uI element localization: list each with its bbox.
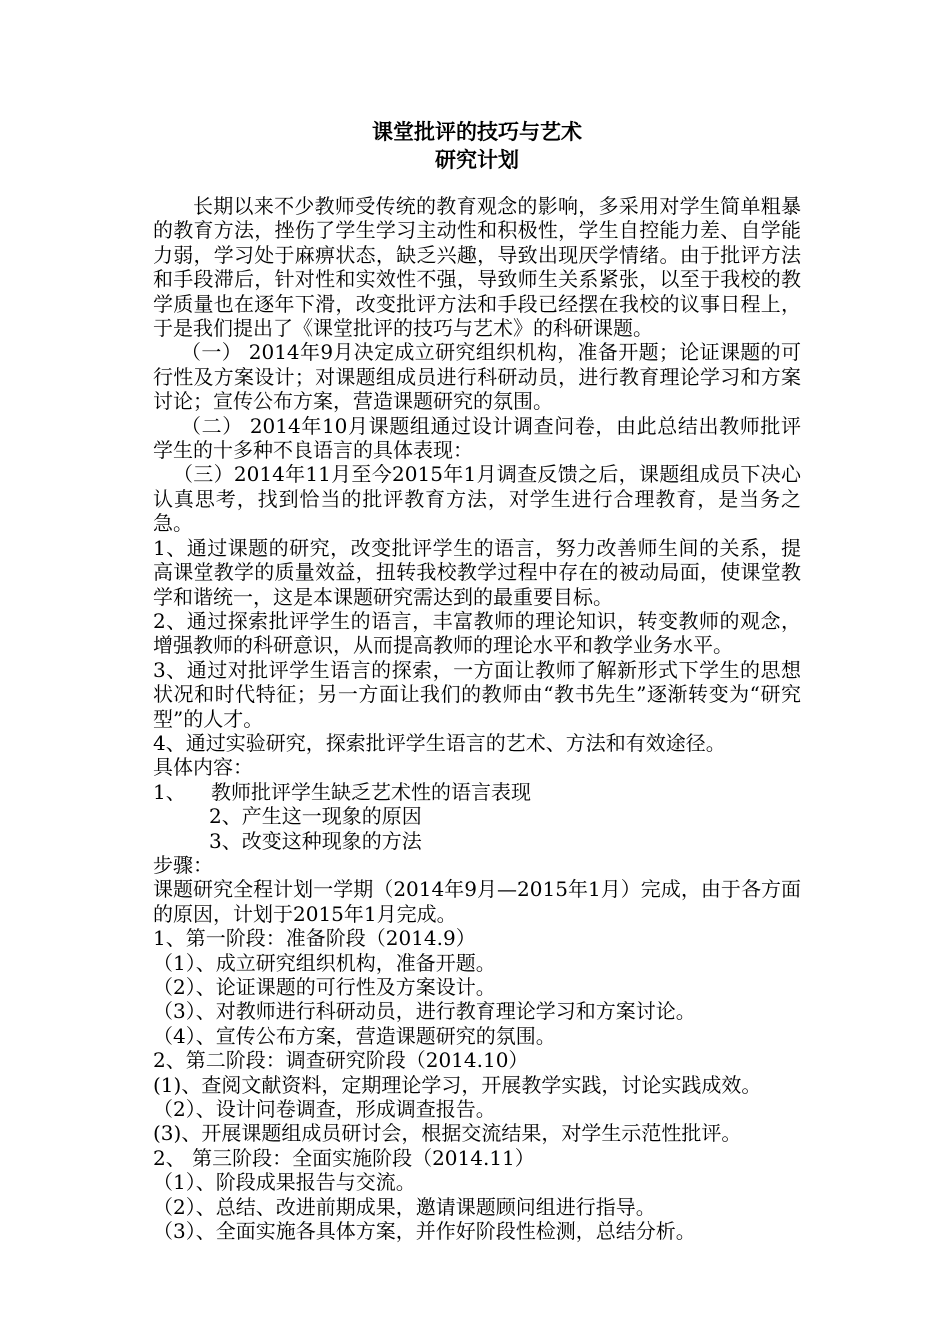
stage3-item-1: （1）、阶段成果报告与交流。 <box>153 1170 416 1195</box>
goal-1: 1、通过课题的研究，改变批评学生的语言，努力改善师生间的关系，提高课堂教学的质量效益，扭转我校教学过程中存在的被动局面，使课堂教学和谐统一，这是本课题研究需达到的最重要目标。 <box>153 535 801 609</box>
steps-intro: 课题研究全程计划一学期（2014年9月—2015年1月）完成，由于各方面的原因，计划于2015年1月完成。 <box>153 877 801 926</box>
content-item-1-text: 教师批评学生缺乏艺术性的语言表现 <box>211 779 531 804</box>
stage1-item-1: （1）、成立研究组织机构，准备开题。 <box>153 950 496 975</box>
stage1-item-2: （2）、论证课题的可行性及方案设计。 <box>153 975 496 999</box>
content-item-2: 2、产生这一现象的原因 <box>209 804 422 829</box>
content-item-1 <box>153 780 801 804</box>
phase-intro-3: （三）2014年11月至今2015年1月调查反馈之后，课题组成员下决心认真思考，找到恰当的批评教育方法，对学生进行合理教育，是当务之急。 <box>153 462 801 536</box>
content-item-3: 3、改变这种现象的方法 <box>209 828 422 853</box>
stage1-item-3: （3）、对教师进行科研动员，进行教育理论学习和方案讨论。 <box>153 999 696 1024</box>
stage2-heading: 2、第二阶段：调查研究阶段（2014.10） <box>153 1048 529 1073</box>
stage3-item-3: （3）、全面实施各具体方案，并作好阶段性检测，总结分析。 <box>153 1219 696 1244</box>
steps-heading: 步骤： <box>153 852 213 877</box>
stage3-item-2: （2）、总结、改进前期成果，邀请课题顾问组进行指导。 <box>153 1194 656 1219</box>
stage2-item-3: (3)、开展课题组成员研讨会，根据交流结果，对学生示范性批评。 <box>153 1121 742 1146</box>
phase-intro-1: （一） 2014年9月决定成立研究组织机构，准备开题；论证课题的可行性及方案设计；对课题组成员进行科研动员，进行教育理论学习和方案讨论；宣传公布方案，营造课题研究的氛围。 <box>153 340 801 414</box>
document-subtitle: 研究计划 <box>435 147 519 172</box>
goal-4: 4、通过实验研究，探索批评学生语言的艺术、方法和有效途径。 <box>153 730 726 755</box>
goal-3: 3、通过对批评学生语言的探索，一方面让教师了解新形式下学生的思想状况和时代特征；另一方面让我们的教师由“教书先生”逐渐转变为“研究型”的人才。 <box>153 657 801 731</box>
stage2-item-1: (1)、查阅文献资料，定期理论学习，开展教学实践，讨论实践成效。 <box>153 1072 762 1097</box>
stage2-item-2: （2）、设计问卷调查，形成调查报告。 <box>153 1097 496 1122</box>
goal-2: 2、通过探索批评学生的语言，丰富教师的理论知识，转变教师的观念，增强教师的科研意识，从而提高教师的理论水平和教学业务水平。 <box>153 608 801 658</box>
title-block <box>153 118 801 174</box>
intro-paragraph: 长期以来不少教师受传统的教育观念的影响，多采用对学生简单粗暴的教育方法，挫伤了学生学习主动性和积极性，学生自控能力差、自学能力弱，学习处于麻痹状态，缺乏兴趣，导致出现厌学情绪。由于批评方法和手段滞后，针对性和实效性不强，导致师生关系紧张，以至于我校的教学质量也在逐年下滑，改变批评方法和手段已经摆在我校的议事日程上，于是我们提出了《课堂批评的技巧与艺术》的科研课题。 <box>153 194 801 341</box>
content-heading: 具体内容： <box>153 755 253 780</box>
phase-intro-2: （二） 2014年10月课题组通过设计调查问卷，由此总结出教师批评学生的十多种不良语言的具体表现： <box>153 413 801 463</box>
document-title: 课堂批评的技巧与艺术 <box>372 119 582 144</box>
content-item-1-number: 1、 <box>153 779 186 804</box>
document-page <box>153 118 801 1243</box>
stage1-item-4: （4）、宣传公布方案，营造课题研究的氛围。 <box>153 1023 556 1048</box>
stage3-heading: 2、 第三阶段：全面实施阶段（2014.11） <box>153 1145 535 1170</box>
stage1-heading: 1、第一阶段：准备阶段（2014.9） <box>153 926 476 951</box>
